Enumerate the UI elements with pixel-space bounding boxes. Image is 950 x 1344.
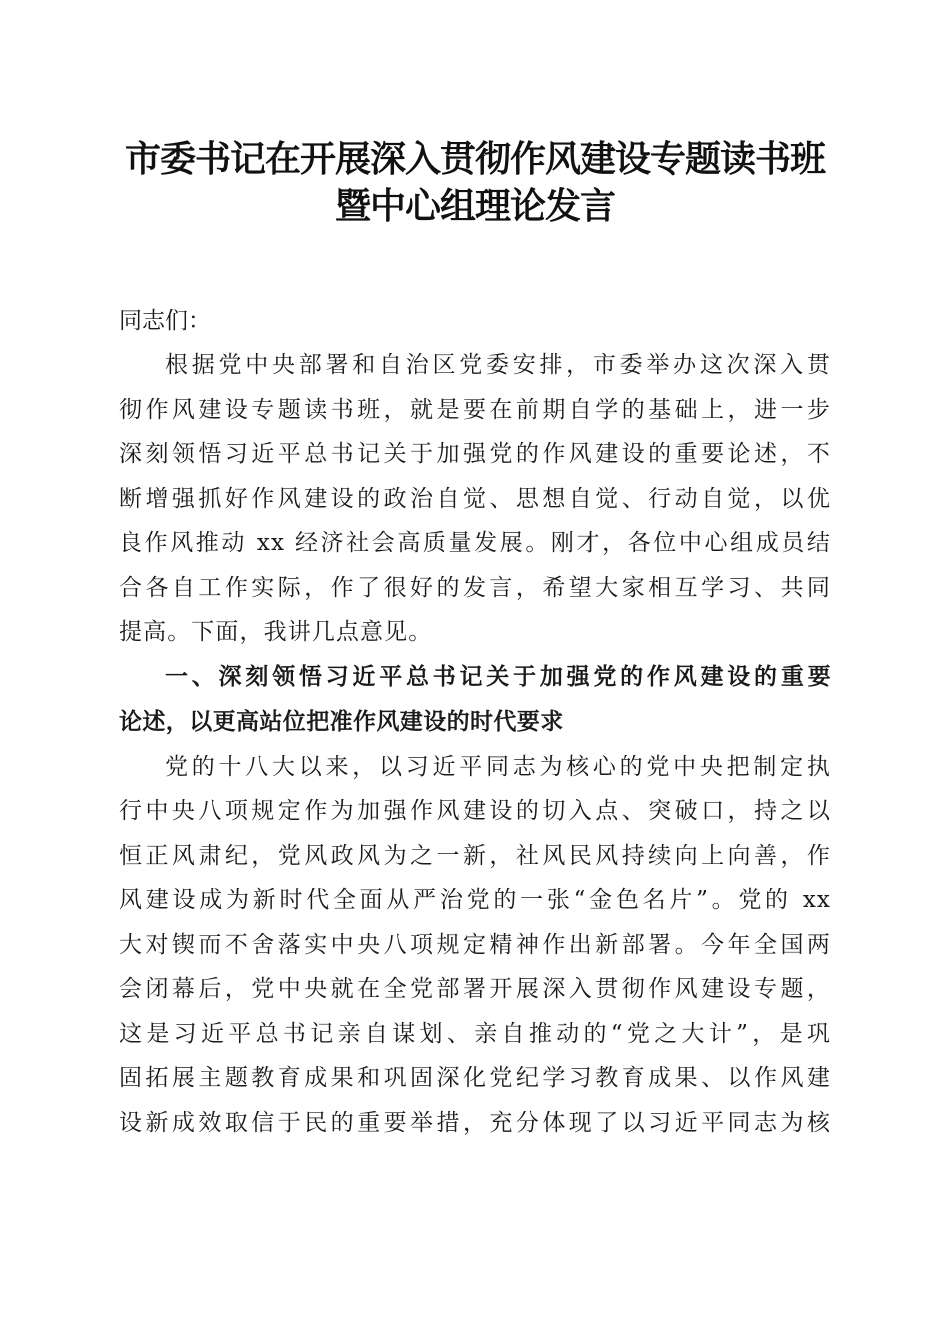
text-line: 恒正风肃纪，党风政风为之一新，社风民风持续向上向善，作 — [119, 842, 831, 869]
text-line: 会闭幕后，党中央就在全党部署开展深入贯彻作风建设专题， — [119, 976, 831, 1002]
text-line: 风建设成为新时代全面从严治党的一张“金色名片”。党的 xx — [119, 887, 831, 913]
section-heading — [119, 655, 831, 745]
text-line: 彻作风建设专题读书班，就是要在前期自学的基础上，进一步 — [119, 396, 831, 423]
document-page — [119, 136, 831, 1145]
heading-line: 一、深刻领悟习近平总书记关于加强党的作风建设的重要 — [165, 663, 831, 690]
text-line: 提高。下面，我讲几点意见。 — [119, 619, 433, 645]
title-line: 暨中心组理论发言 — [334, 185, 615, 227]
text-line: 这是习近平总书记亲自谋划、亲自推动的“党之大计”，是巩 — [119, 1020, 831, 1047]
heading-line: 论述，以更高站位把准作风建设的时代要求 — [119, 708, 564, 735]
text-line: 断增强抓好作风建设的政治自觉、思想自觉、行动自觉，以优 — [119, 485, 831, 512]
title-line: 市委书记在开展深入贯彻作风建设专题读书班 — [124, 138, 825, 180]
document-title — [119, 136, 831, 230]
text-line: 合各自工作实际，作了很好的发言，希望大家相互学习、共同 — [119, 574, 831, 601]
text-line: 大对锲而不舍落实中央八项规定精神作出新部署。今年全国两 — [119, 931, 831, 958]
paragraph-intro — [119, 343, 831, 655]
salutation: 同志们： — [119, 308, 211, 334]
text-line: 深刻领悟习近平总书记关于加强党的作风建设的重要论述，不 — [119, 441, 831, 467]
text-line: 固拓展主题教育成果和巩固深化党纪学习教育成果、以作风建 — [119, 1065, 831, 1091]
text-line: 根据党中央部署和自治区党委安排，市委举办这次深入贯 — [165, 352, 831, 378]
text-line: 行中央八项规定作为加强作风建设的切入点、突破口，持之以 — [119, 798, 831, 824]
text-line: 设新成效取信于民的重要举措，充分体现了以习近平同志为核 — [119, 1109, 831, 1136]
text-line: 良作风推动 xx 经济社会高质量发展。刚才，各位中心组成员结 — [119, 530, 831, 556]
text-line: 党的十八大以来，以习近平同志为核心的党中央把制定执 — [165, 753, 831, 780]
paragraph-section-1 — [119, 745, 831, 1146]
